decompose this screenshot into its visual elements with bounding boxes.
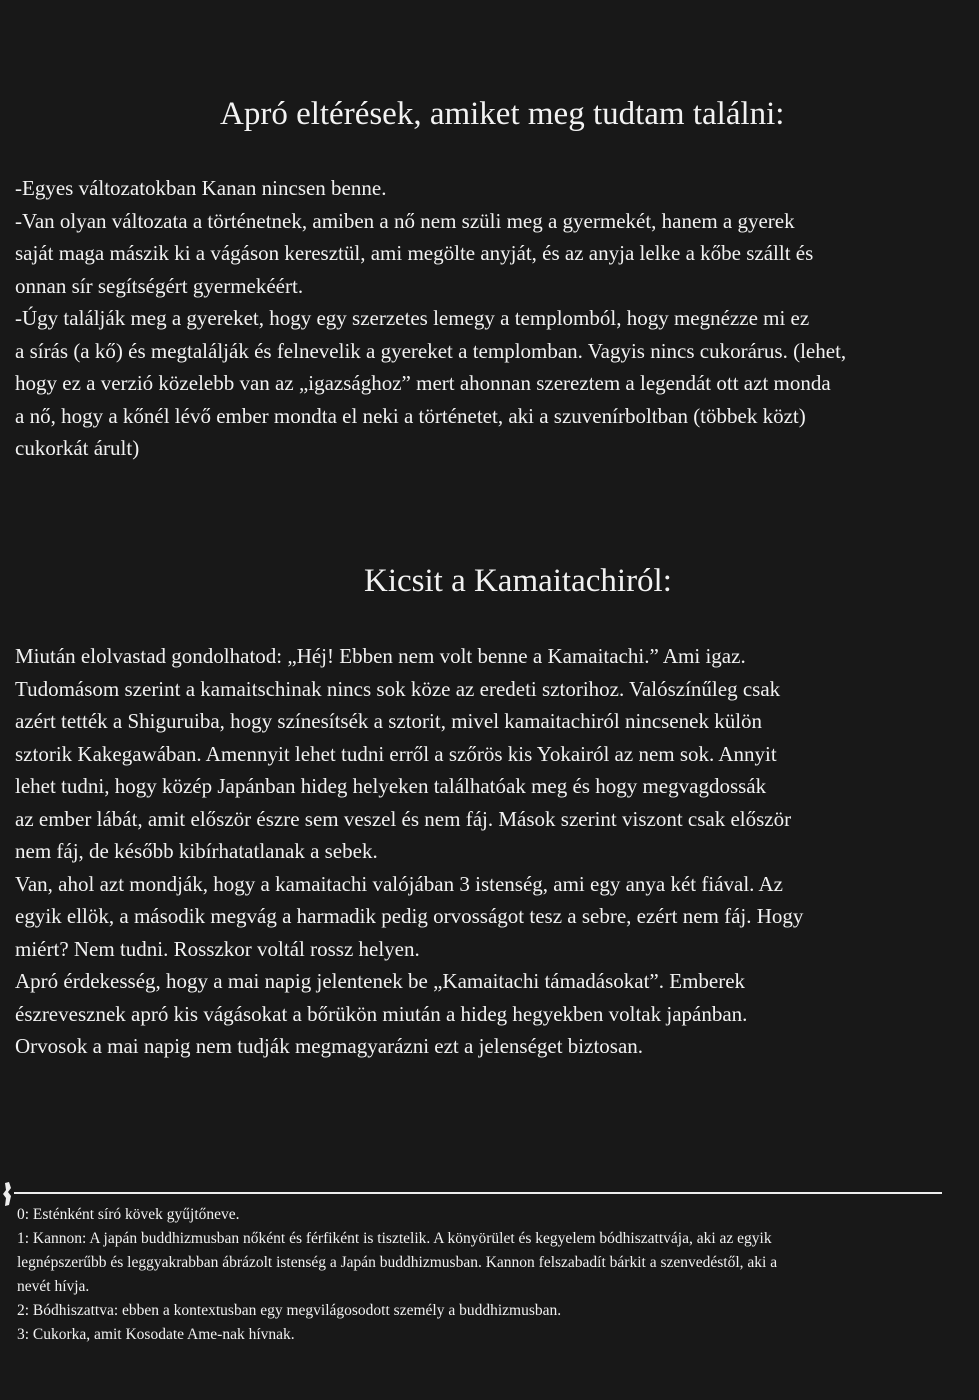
text-line: hogy ez a verzió közelebb van az „igazsághoz” mert ahonnan szereztem a legendát ott azt monda xyxy=(15,371,831,395)
text-line: onnan sír segítségért gyermekéért. xyxy=(15,273,304,298)
footnote-line: 2: Bódhiszattva: ebben a kontextusban egy megvilágosodott személy a buddhizmusban. xyxy=(17,1302,562,1319)
text-line: a sírás (a kő) és megtalálják és felnevelik a gyereket a templomban. Vagyis nincs cukorárus. (lehet, xyxy=(15,338,847,363)
footnote-line: 3: Cukorka, amit Kosodate Ame-nak hívnak. xyxy=(17,1326,295,1343)
text-line: Miután elolvastad gondolhatod: „Héj! Ebben nem volt benne a Kamaitachi.” Ami igaz. xyxy=(15,644,746,668)
text-line: -Úgy találják meg a gyereket, hogy egy szerzetes lemegy a templomból, hogy megnézze mi ez xyxy=(15,306,810,330)
text-line: az ember lábát, amit először észre sem veszel és nem fáj. Mások szerint viszont csak először xyxy=(15,806,792,831)
text-line: saját maga mászik ki a vágáson keresztül, ami megölte anyját, és az anyja lelke a kőbe szállt és xyxy=(15,241,814,265)
text-line: -Van olyan változata a történetnek, amiben a nő nem szüli meg a gyermekét, hanem a gyerek xyxy=(15,208,795,233)
text-line: lehet tudni, hogy közép Japánban hideg helyeken találhatóak meg és hogy megvagdossák xyxy=(15,774,767,798)
kamaitachi-paragraph xyxy=(15,640,970,1063)
text-line: sztorik Kakegawában. Amennyit lehet tudni erről a szőrös kis Yokairól az nem sok. Annyit xyxy=(15,741,777,766)
footnote-line: nevét hívja. xyxy=(17,1278,90,1295)
footnote-line: legnépszerűbb és leggyakrabban ábrázolt istenség a Japán buddhizmusban. Kannon felszabadít bárkit a szenvedéstől, aki a xyxy=(17,1254,778,1271)
text-line: Van, ahol azt mondják, hogy a kamaitachi valójában 3 istenség, ami egy anya két fiával. Az xyxy=(15,871,783,896)
divider-brush-mark xyxy=(3,1182,12,1206)
text-line: a nő, hogy a kőnél lévő ember mondta el neki a történetet, aki a szuvenírboltban (többek közt) xyxy=(15,403,806,428)
text-line: Tudomásom szerint a kamaitschinak nincs sok köze az eredeti sztorihoz. Valószínűleg csak xyxy=(15,676,781,701)
text-line: észrevesznek apró kis vágásokat a bőrükön miután a hideg hegyekben voltak japánban. xyxy=(15,1001,748,1026)
footnote-line: 0: Esténként síró kövek gyűjtőneve. xyxy=(17,1206,240,1223)
differences-paragraph xyxy=(15,172,970,465)
text-line: azért tették a Shiguruiba, hogy színesítsék a sztorit, mivel kamaitachiról nincsenek külön xyxy=(15,709,763,733)
text-line: nem fáj, de később kibírhatatlanak a sebek. xyxy=(15,839,378,863)
footnote-line: 1: Kannon: A japán buddhizmusban nőként és férfiként is tisztelik. A könyörület és kegyelem bódhiszattvája, aki az egyik xyxy=(17,1230,772,1247)
footnote-divider xyxy=(14,1192,942,1194)
text-line: cukorkát árult) xyxy=(15,436,140,460)
section-title-kamaitachi: Kicsit a Kamaitachiról: xyxy=(364,563,672,599)
footnotes xyxy=(17,1203,967,1347)
text-line: Orvosok a mai napig nem tudják megmagyarázni ezt a jelenséget biztosan. xyxy=(15,1034,644,1058)
section-title-differences: Apró eltérések, amiket meg tudtam találni: xyxy=(220,96,785,132)
text-line: miért? Nem tudni. Rosszkor voltál rossz helyen. xyxy=(15,936,420,961)
text-line: egyik ellök, a második megvág a harmadik pedig orvosságot tesz a sebre, ezért nem fáj. Hogy xyxy=(15,904,804,928)
text-line: -Egyes változatokban Kanan nincsen benne. xyxy=(15,176,387,200)
text-line: Apró érdekesség, hogy a mai napig jelentenek be „Kamaitachi támadásokat”. Emberek xyxy=(15,969,746,993)
